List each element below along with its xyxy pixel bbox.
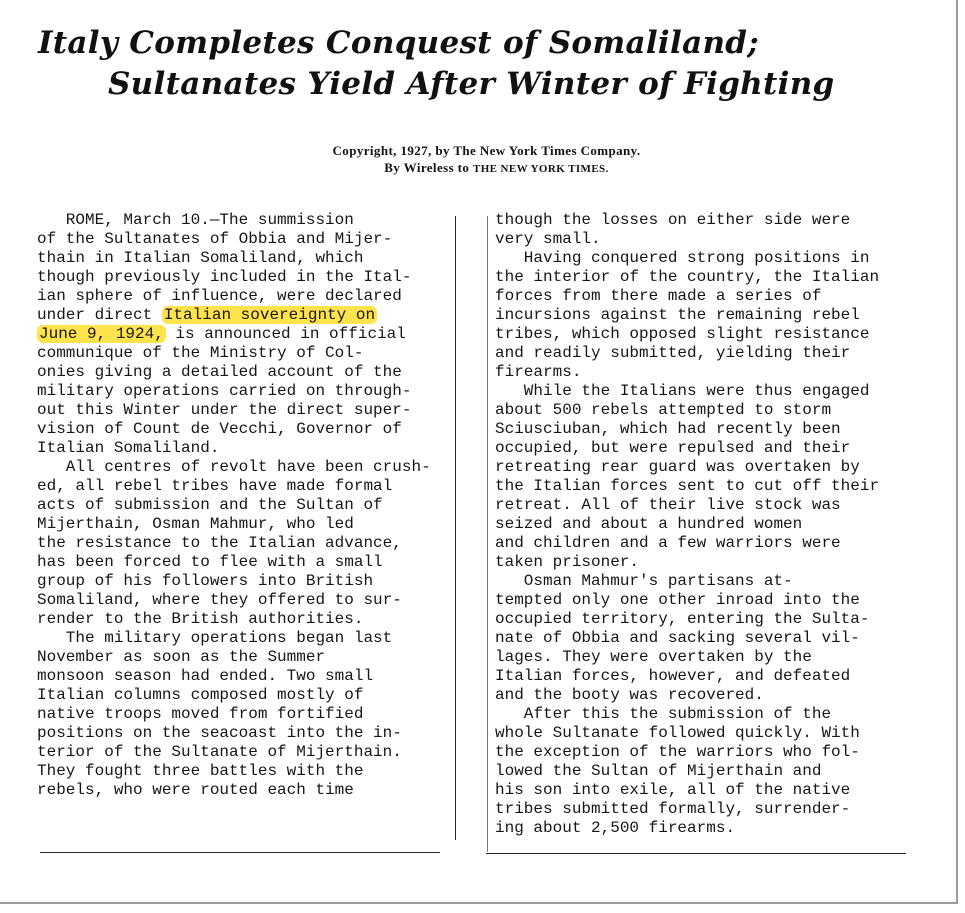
text-line: acts of submission and the Sultan of: [37, 496, 383, 514]
text-line: Italian columns composed mostly of: [37, 686, 364, 704]
text-line: his son into exile, all of the native: [495, 781, 851, 799]
text-line: ROME, March 10.—The summission: [37, 211, 354, 229]
text-line: though the losses on either side were: [495, 211, 851, 229]
text-line: lages. They were overtaken by the: [495, 648, 812, 666]
text-line: the Italian forces sent to cut off their: [495, 477, 880, 495]
text-line: and the booty was recovered.: [495, 686, 764, 704]
text-line: and readily submitted, yielding their: [495, 344, 851, 362]
text-line: the interior of the country, the Italian: [495, 268, 880, 286]
text-line: positions on the seacoast into the in-: [37, 724, 402, 742]
text-line: terior of the Sultanate of Mijerthain.: [37, 743, 402, 761]
text-line: communique of the Ministry of Col-: [37, 344, 364, 362]
text-line: After this the submission of the: [495, 705, 832, 723]
text-line: They fought three battles with the: [37, 762, 364, 780]
text-line-highlighted: June 9, 1924, is announced in official: [39, 325, 406, 343]
text-line: tribes, which opposed slight resistance: [495, 325, 870, 343]
bottom-rule-right: [486, 853, 906, 854]
text-line: monsoon season had ended. Two small: [37, 667, 374, 685]
text-line: and children and a few warriors were: [495, 534, 841, 552]
wireless-prefix: By Wireless to: [384, 160, 473, 175]
text-line: out this Winter under the direct super-: [37, 401, 412, 419]
text-line: retreating rear guard was overtaken by: [495, 458, 860, 476]
text-line: seized and about a hundred women: [495, 515, 803, 533]
column-rule-right: [487, 216, 488, 852]
text-line: whole Sultanate followed quickly. With: [495, 724, 860, 742]
text-line: November as soon as the Summer: [37, 648, 326, 666]
text-line: occupied, but were repulsed and their: [495, 439, 851, 457]
wireless-line: [14, 160, 965, 176]
text-line: taken prisoner.: [495, 553, 640, 571]
text-line: ed, all rebel tribes have made formal: [37, 477, 393, 495]
text-line: While the Italians were thus engaged: [495, 382, 870, 400]
text-line: the resistance to the Italian advance,: [37, 534, 402, 552]
text-line: Somaliland, where they offered to sur-: [37, 591, 402, 609]
text-line: Mijerthain, Osman Mahmur, who led: [37, 515, 354, 533]
text-line: the exception of the warriors who fol-: [495, 743, 860, 761]
text-line: occupied territory, entering the Sulta-: [495, 610, 870, 628]
text-line: very small.: [495, 230, 601, 248]
copyright-line: Copyright, 1927, by The New York Times Company.: [332, 143, 641, 158]
text-line: of the Sultanates of Obbia and Mijer-: [37, 230, 393, 248]
text-line: about 500 rebels attempted to storm: [495, 401, 832, 419]
text-line: nate of Obbia and sacking several vil-: [495, 629, 860, 647]
headline-line-1: Italy Completes Conquest of Somaliland;: [38, 25, 760, 61]
text-line: military operations carried on through-: [37, 382, 412, 400]
text-line: has been forced to flee with a small: [37, 553, 383, 571]
text-line: vision of Count de Vecchi, Governor of: [37, 420, 402, 438]
text-line: The military operations began last: [37, 629, 393, 647]
highlight-sovereignty: Italian sovereignty on: [163, 306, 376, 324]
article-column-right: [495, 211, 907, 838]
text-line: onies giving a detailed account of the: [37, 363, 402, 381]
text-line: Italian Somaliland.: [37, 439, 220, 457]
text-line-highlighted: under direct Italian sovereignty on: [37, 306, 376, 324]
text-line: lowed the Sultan of Mijerthain and: [495, 762, 822, 780]
text-line: incursions against the remaining rebel: [495, 306, 860, 324]
column-rule-left: [455, 216, 456, 840]
headline-line-2: Sultanates Yield After Winter of Fighting: [108, 66, 835, 102]
newspaper-name: THE NEW YORK TIMES.: [472, 163, 609, 175]
text-line: Osman Mahmur's partisans at-: [495, 572, 793, 590]
highlight-date: June 9, 1924,: [39, 325, 164, 343]
text-line: Italian forces, however, and defeated: [495, 667, 851, 685]
text-line: group of his followers into British: [37, 572, 374, 590]
text-line: tempted only one other inroad into the: [495, 591, 860, 609]
text-line: firearms.: [495, 363, 582, 381]
text-line: tribes submitted formally, surrender-: [495, 800, 851, 818]
text-line: render to the British authorities.: [37, 610, 364, 628]
text-line: native troops moved from fortified: [37, 705, 364, 723]
text-line: Having conquered strong positions in: [495, 249, 870, 267]
text-line: thain in Italian Somaliland, which: [37, 249, 364, 267]
text-line: retreat. All of their live stock was: [495, 496, 841, 514]
text-line: ing about 2,500 firearms.: [495, 819, 736, 837]
text-line: Sciusciuban, which had recently been: [495, 420, 841, 438]
text-line: rebels, who were routed each time: [37, 781, 354, 799]
article-column-left: [37, 211, 442, 800]
text-line: All centres of revolt have been crush-: [37, 458, 431, 476]
text-line: ian sphere of influence, were declared: [37, 287, 402, 305]
text-line: forces from there made a series of: [495, 287, 822, 305]
text-line: though previously included in the Ital-: [37, 268, 412, 286]
bottom-rule-left: [40, 852, 440, 853]
